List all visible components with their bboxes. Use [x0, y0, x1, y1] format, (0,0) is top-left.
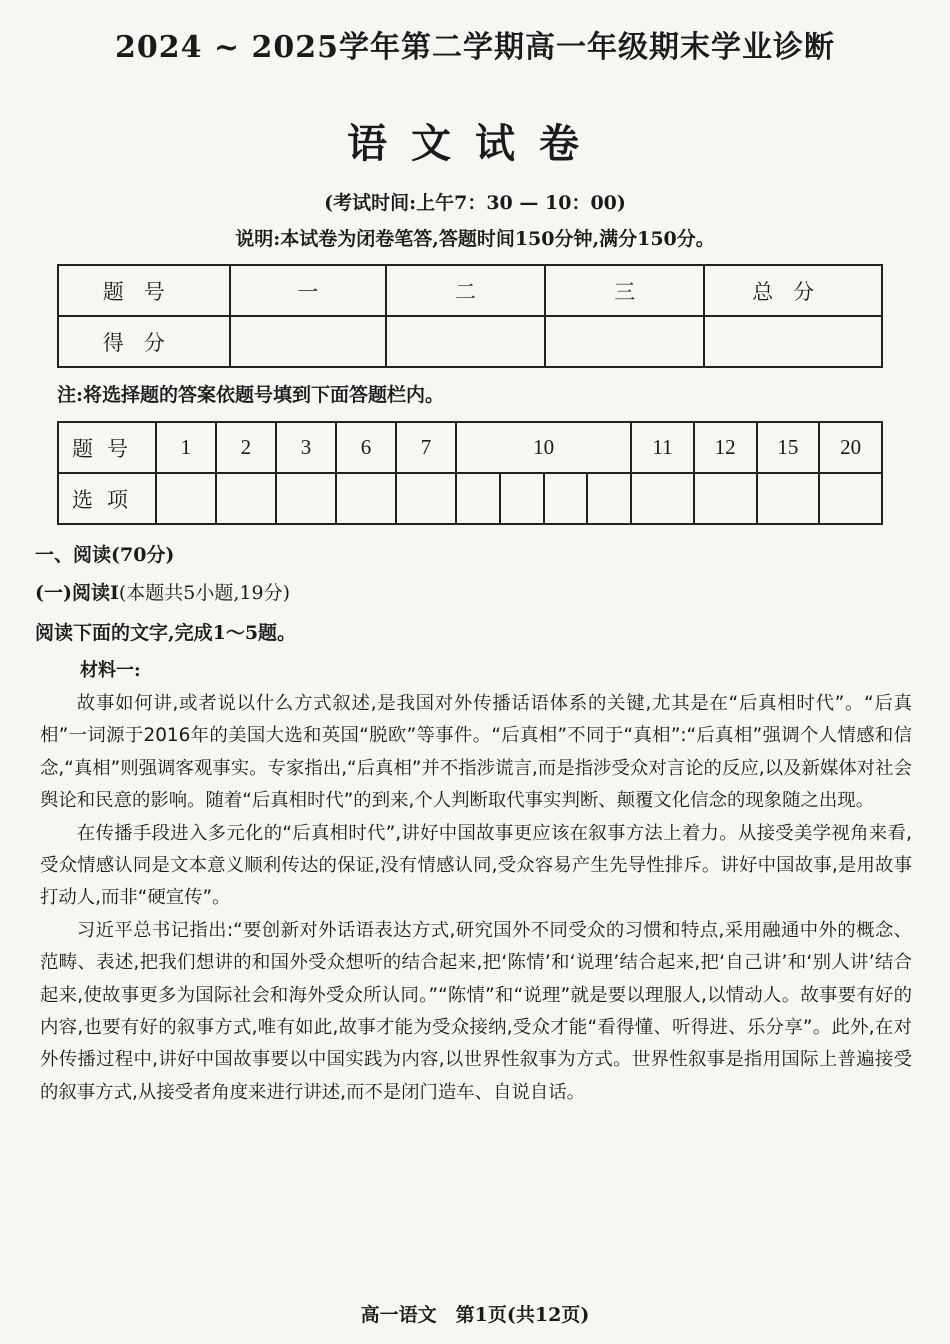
answer-cell[interactable] [216, 473, 276, 524]
question-number: 20 [819, 422, 882, 473]
answer-cell[interactable] [819, 473, 882, 524]
score-table-score-row [58, 316, 882, 367]
exam-time: (考试时间:上午7：30 — 10：00) [324, 192, 626, 214]
material-label: 材料一: [80, 660, 141, 681]
question-number: 10 [456, 422, 631, 473]
score-col-1: 一 [230, 265, 387, 316]
sub-section-title: (一)阅读Ⅰ [35, 582, 119, 604]
score-table-row1-label: 题号 [58, 265, 230, 316]
answer-cell[interactable] [544, 473, 588, 524]
answer-table-option-row [58, 473, 882, 524]
exam-instruction: 说明:本试卷为闭卷笔答,答题时间150分钟,满分150分。 [235, 228, 715, 250]
paper-title: 语文试卷 [347, 120, 603, 167]
question-number: 11 [631, 422, 694, 473]
answer-cell[interactable] [757, 473, 820, 524]
score-cell-2[interactable] [386, 316, 545, 367]
answer-cell[interactable] [276, 473, 336, 524]
score-cell-total[interactable] [704, 316, 882, 367]
question-number: 1 [156, 422, 216, 473]
answer-cell[interactable] [500, 473, 544, 524]
answer-cell[interactable] [156, 473, 216, 524]
score-cell-3[interactable] [545, 316, 705, 367]
answer-table-row1-label: 题号 [58, 422, 156, 473]
question-number: 3 [276, 422, 336, 473]
answer-cell[interactable] [631, 473, 694, 524]
question-number: 12 [694, 422, 757, 473]
answer-cell[interactable] [336, 473, 396, 524]
page-footer: 高一语文 第1页(共12页) [360, 1304, 590, 1326]
score-table-row2-label: 得分 [58, 316, 230, 367]
score-table [57, 264, 883, 368]
score-cell-1[interactable] [230, 316, 387, 367]
paragraph: 故事如何讲,或者说以什么方式叙述,是我国对外传播话语体系的关键,尤其是在“后真相时代”。“后真相”一词源于2016年的美国大选和英国“脱欧”等事件。“后真相”不同于“真相”:“后真相”强调个人情感和信念,“真相”则强调客观事实。专家指出,“后真相”并不指涉谎言,而是指涉受众对言论的反应,以及新媒体对社会舆论和民意的影响。随着“后真相时代”的到来,个人判断取代事实判断、颠覆文化信念的现象随之出现。 [40, 693, 912, 812]
question-number: 6 [336, 422, 396, 473]
answer-cell[interactable] [456, 473, 500, 524]
question-number: 2 [216, 422, 276, 473]
material-body [40, 688, 912, 1109]
answer-table-row2-label: 选项 [58, 473, 156, 524]
score-table-header-row [58, 265, 882, 316]
answer-cell[interactable] [694, 473, 757, 524]
answer-table-number-row [58, 422, 882, 473]
reading-directive: 阅读下面的文字,完成1～5题。 [35, 622, 297, 644]
score-col-2: 二 [386, 265, 545, 316]
answer-table [57, 421, 883, 525]
answer-note: 注:将选择题的答案依题号填到下面答题栏内。 [57, 384, 445, 406]
score-col-total: 总分 [704, 265, 882, 316]
answer-cell[interactable] [396, 473, 456, 524]
question-number: 7 [396, 422, 456, 473]
answer-cell[interactable] [587, 473, 631, 524]
score-col-3: 三 [545, 265, 705, 316]
sub-section-note: (本题共5小题,19分) [118, 582, 291, 604]
paragraph: 在传播手段进入多元化的“后真相时代”,讲好中国故事更应该在叙事方法上着力。从接受美学视角来看,受众情感认同是文本意义顺利传达的保证,没有情感认同,受众容易产生先导性排斥。讲好中国故事,是用故事打动人,而非“硬宣传”。 [40, 822, 912, 909]
paragraph: 习近平总书记指出:“要创新对外话语表达方式,研究国外不同受众的习惯和特点,采用融通中外的概念、范畴、表述,把我们想讲的和国外受众想听的结合起来,把‘陈情’和‘说理’结合起来,把‘自己讲’和‘别人讲’结合起来,使故事更多为国际社会和海外受众所认同。”“陈情”和“说理”就是要以理服人,以情动人。故事要有好的内容,也要有好的叙事方式,唯有如此,故事才能为受众接纳,受众才能“看得懂、听得进、乐分享”。此外,在对外传播过程中,讲好中国故事要以中国实践为内容,以世界性叙事为方式。世界性叙事是指用国际上普遍接受的叙事方式,从接受者角度来进行讲述,而不是闭门造车、自说自话。 [40, 919, 912, 1103]
school-title: 2024 ~ 2025学年第二学期高一年级期末学业诊断 [114, 30, 836, 65]
section-heading: 一、阅读(70分) [35, 544, 175, 566]
question-number: 15 [757, 422, 820, 473]
sub-section-heading [35, 578, 290, 605]
